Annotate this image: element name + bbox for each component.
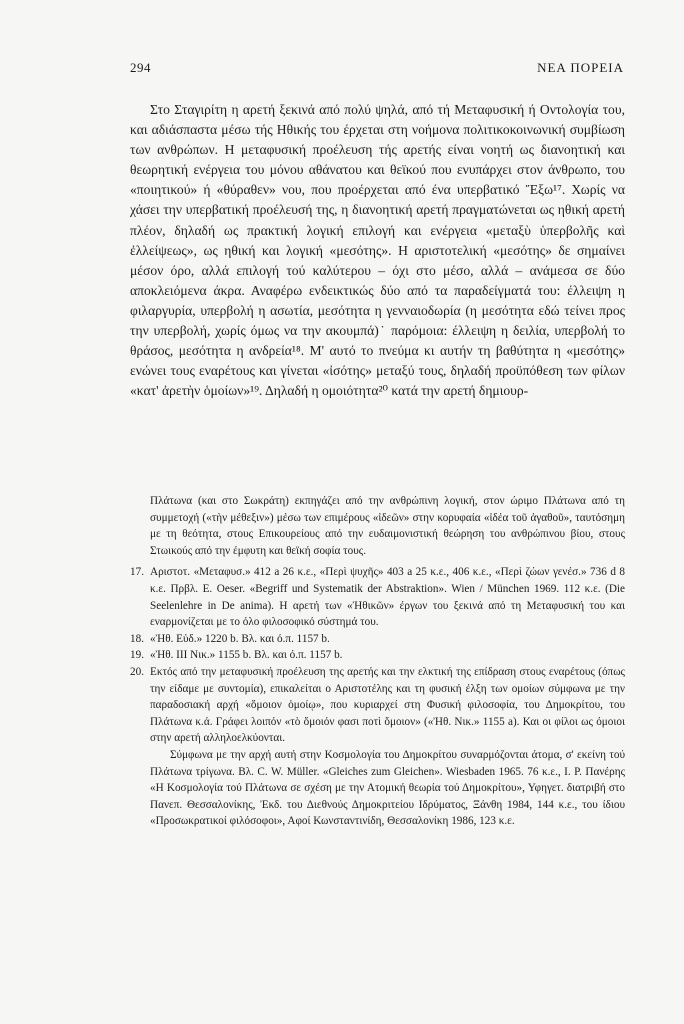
footnote-continuation: Πλάτωνα (και στο Σωκράτη) εκπηγάζει από την ανθρώπινη λογική, στον ώριμο Πλάτωνα από τη συμμετοχή («τὴν μέθεξιν») μέσω των επιμέρους «ἰδεῶν» στην κορυφαία «ἰδέα τοῦ ἀγαθοῦ», ταυτόσημη με τη θεότητα, στους Επικουρείους από την ευδαιμονιστική θεώρηση του ανθρώπινου βίου, στους Στωικούς από την έμφυτη και θεϊκή σοφία τους. bbox=[150, 495, 625, 557]
footnote-19 bbox=[130, 647, 625, 664]
running-title: ΝΕΑ ΠΟΡΕΙΑ bbox=[537, 60, 624, 75]
footnotes bbox=[130, 493, 625, 830]
footnote-20 bbox=[130, 664, 625, 747]
footnote-number: 19. bbox=[130, 649, 144, 662]
footnote-text: «Ἠθ. ΙΙΙ Νικ.» 1155 b. Βλ. και ό.π. 1157 b. bbox=[150, 649, 343, 662]
footnote-number: 18. bbox=[130, 632, 144, 645]
main-text bbox=[130, 100, 625, 401]
footnote-text: «Ἠθ. Εὐδ.» 1220 b. Βλ. και ό.π. 1157 b. bbox=[150, 632, 330, 645]
footnote-text: Εκτός από την μεταφυσική προέλευση της αρετής και την ελκτική της επίδραση στους εναρέτους (όπως την είδαμε με συντομία), επικαλείται ο Αριστοτέλης και τη φυσική έλξη των ομοίων σύμφωνα με την παραδοσιακή αρχή «ὅμοιον ὁμοίῳ», που κυριαρχεί στη Φυσική φιλοσοφία, του Δημοκρίτου, του Πλάτωνα κ.ά. Γράφει λοιπόν «τὸ ὅμοιόν φασι ποτὶ ὅμοιον» («Ἠθ. Νικ.» 1155 a). Και οι φίλοι ως όμοιοι στην αρετή αλληλοελκύονται. bbox=[150, 665, 625, 745]
footnote-number: 17. bbox=[130, 566, 144, 579]
footnote-20-continuation: Σύμφωνα με την αρχή αυτή στην Κοσμολογία του Δημοκρίτου συναρμόζονται άτομα, σ' εκείνη τού Πλάτωνα τρίγωνα. Βλ. C. W. Müller. «Gleiches zum Gleichen». Wiesbaden 1965. 76 κ.ε., I. P. Πανέρης «Η Κοσμολογία τού Πλάτωνα σε σχέση με την Ατομική θεωρία τού Δημοκρίτου», Υφηγετ. διατριβή στο Πανεπ. Θεσσαλονίκης, Ἐκδ. του Διεθνούς Δημοκριτείου Ιδρύματος, Ξάνθη 1984, 144 κ.ε., του ίδιου «Προσωκρατικοί φιλόσοφοι», Αφοί Κωνσταντινίδη, Θεσσαλονίκη 1986, 123 κ.ε. bbox=[150, 748, 625, 828]
body-paragraph: Στο Σταγιρίτη η αρετή ξεκινά από πολύ ψηλά, από τή Μεταφυσική ή Οντολογία του, και αδιάσπαστα μέσω τής Ηθικής του έρχεται στη νοήμονα πολιτικοκοινωνική συμβίωση των ανθρώπων. Η μεταφυσική προέλευση τής αρετής είναι νοητή ως διανοητική και θεωρητική ενέργεια του μόνου αθάνατου και θεϊκού που ενυπάρχει στον άνθρωπο, του «ποιητικού» ή «θύραθεν» νου, που προέρχεται από ένα υπερβατικό Ἔξω¹⁷. Χωρίς να χάσει την υπερβατική προέλευσή της, η διανοητική αρετή πραγματώνεται ως ηθική αρετή πλέον, δηλαδή ως πρακτική λογική επιλογή και ενέργεια «μεταξὺ ὑπερβολῆς καὶ ἐλλείψεως», ως ηθική και λογική «μεσότης». Η αριστοτελική «μεσότης» δε σημαίνει μέσον όρο, αλλά επιλογή τού καλύτερου – όχι στο μέσο, αλλά – ανάμεσα σε δύο αποκλειόμενα άκρα. Αναφέρω ενδεικτικώς δύο από τα παραδείγματά του: έλλειψη η φιλαργυρία, υπερβολή η ασωτία, μεσότητα η γενναιοδωρία (η μεσότητα εδώ τείνει προς την υπερβολή, χωρίς όμως να την ακουμπά)˙ παρόμοια: έλλειψη η δειλία, υπερβολή το θράσος, μεσότητα η ανδρεία¹⁸. Μ' αυτό το πνεύμα κι αυτήν τη βαθύτητα η «μεσότης» ενώνει τους εναρέτους και γίνεται «ἰσότης» μεταξύ τους, δηλαδή προϋπόθεση των φίλων «κατ' ἀρετὴν ὁμοίων»¹⁹. Δηλαδή η ομοιότητα²⁰ κατά την αρετή δημιουρ- bbox=[130, 102, 625, 399]
page-header bbox=[130, 60, 624, 80]
footnote-number: 20. bbox=[130, 665, 144, 678]
page-number: 294 bbox=[130, 60, 151, 75]
footnote-text: Αριστοτ. «Μεταφυσ.» 412 a 26 κ.ε., «Περὶ ψυχῆς» 403 a 25 κ.ε., 406 κ.ε., «Περὶ ζώων γενέσ.» 736 d 8 κ.ε. Πρβλ. E. Oeser. «Begriff und Systematik der Abstraktion». Wien / München 1969. 112 κ.ε. (Die Seelenlehre in De anima). Η αρετή των «Ἠθικῶν» έργων του ξεκινά από τη Μεταφυσική του και εναρμονίζεται με το όλο φιλοσοφικό σύστημά του. bbox=[150, 566, 625, 629]
footnote-17 bbox=[130, 564, 625, 630]
footnote-18 bbox=[130, 631, 625, 648]
